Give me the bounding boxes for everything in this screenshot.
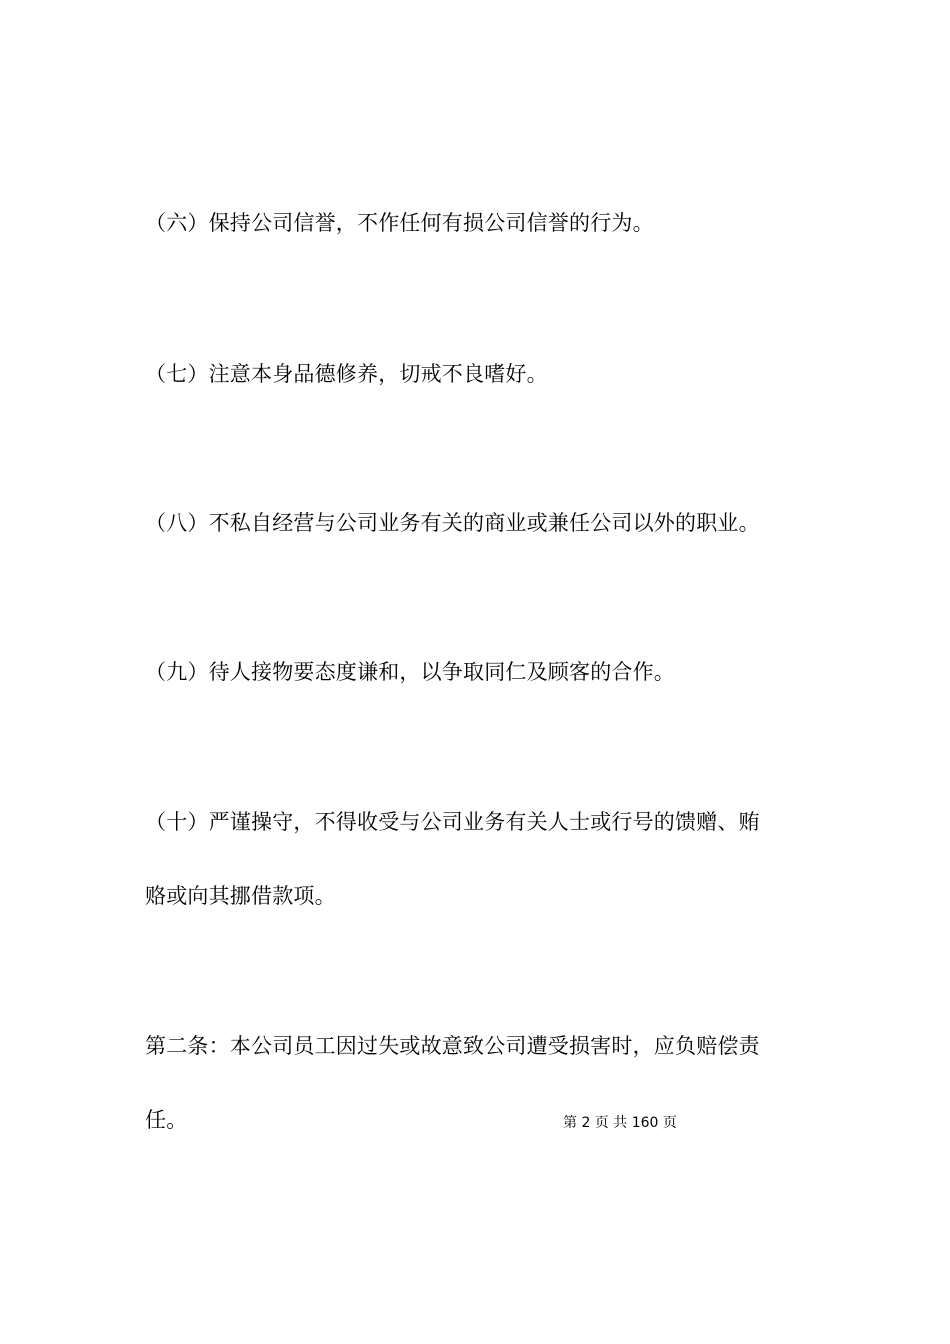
paragraph-item-8 (145, 486, 810, 560)
paragraph-line: （十）严谨操守，不得收受与公司业务有关人士或行号的馈赠、贿 (145, 810, 760, 834)
paragraph-line: （八）不私自经营与公司业务有关的商业或兼任公司以外的职业。 (145, 511, 760, 535)
paragraph-line: （六）保持公司信誉，不作任何有损公司信誉的行为。 (145, 211, 654, 235)
paragraph-item-10 (145, 785, 810, 933)
paragraph-line: 第二条：本公司员工因过失或故意致公司遭受损害时，应负赔偿责 (145, 1034, 760, 1058)
paragraph-item-7 (145, 337, 810, 411)
paragraph-item-6 (145, 186, 810, 260)
article-2-paragraph (145, 1009, 810, 1157)
paragraph-line: 赂或向其挪借款项。 (145, 884, 336, 908)
paragraph-item-9 (145, 635, 810, 709)
paragraph-line: （九）待人接物要态度谦和，以争取同仁及顾客的合作。 (145, 660, 675, 684)
paragraph-line: 任。 (145, 1108, 188, 1132)
paragraph-line: （七）注意本身品德修养，切戒不良嗜好。 (145, 362, 548, 386)
page-number-footer: 第 2 页 共 160 页 (563, 1115, 677, 1131)
